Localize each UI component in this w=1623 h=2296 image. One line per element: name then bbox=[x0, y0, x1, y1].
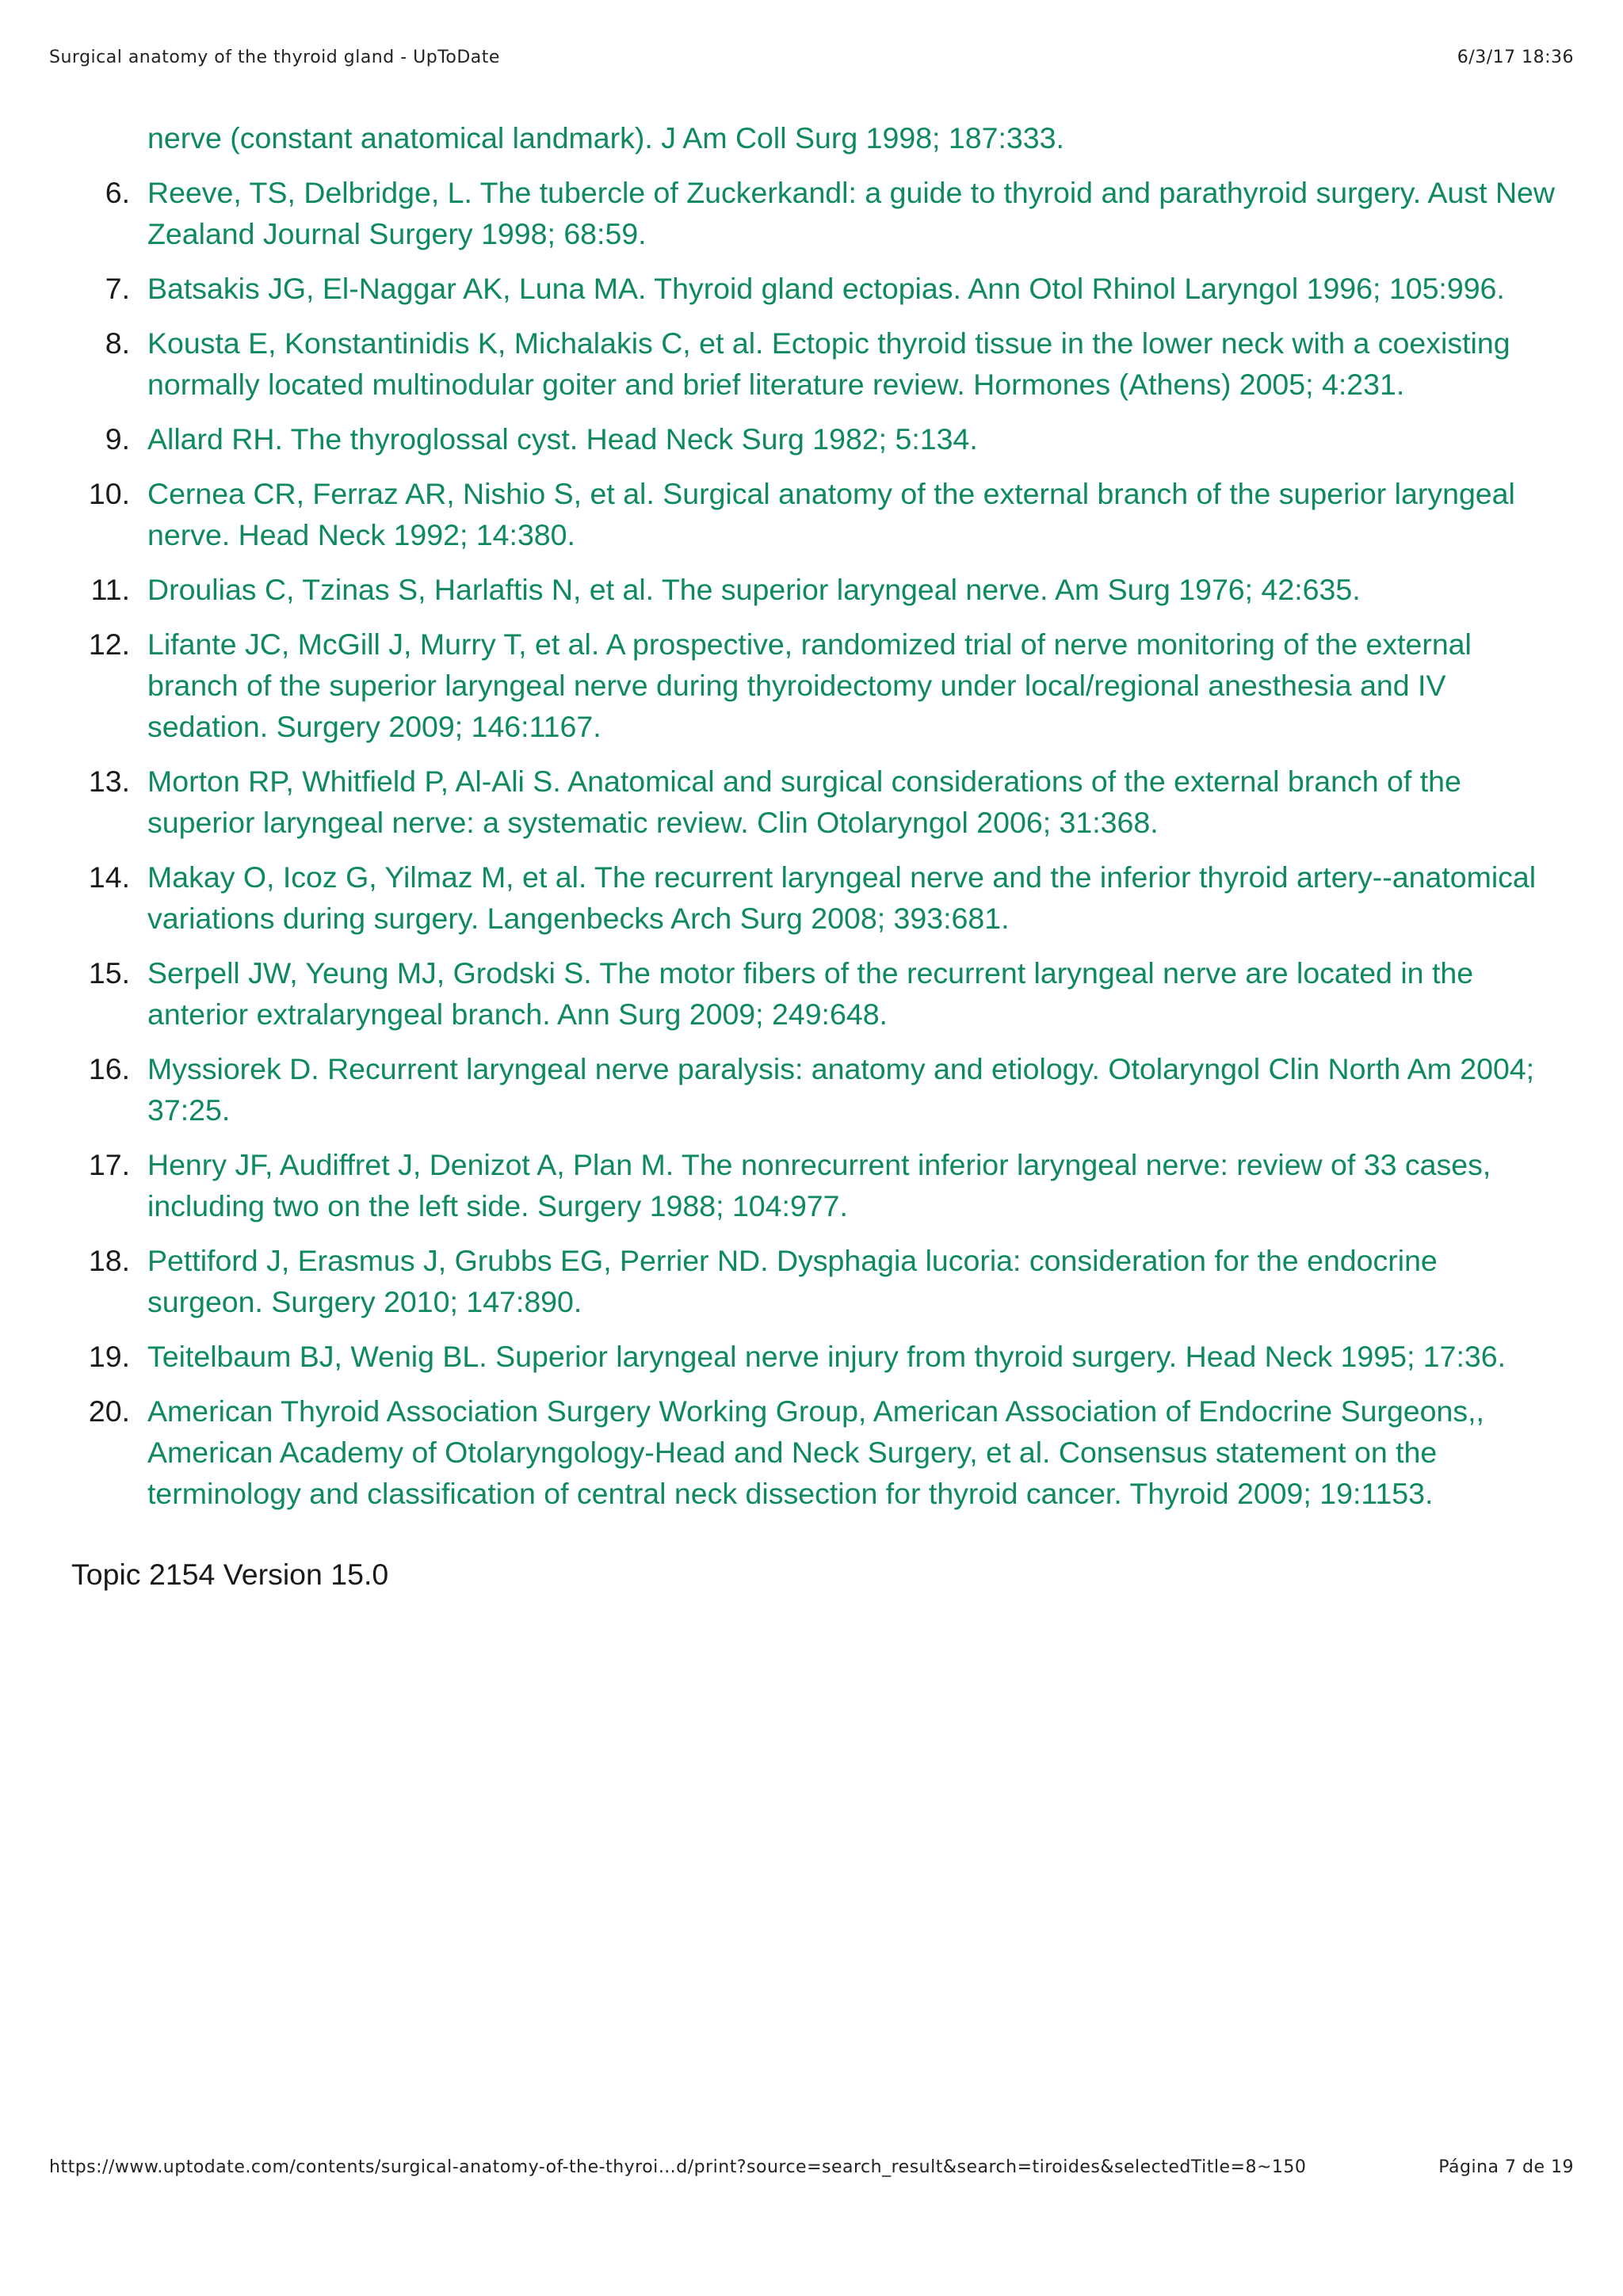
reference-link[interactable]: Morton RP, Whitfield P, Al-Ali S. Anatomical and surgical considerations of the external branch of the superior laryngeal nerve: a systematic review. Clin Otolaryngol 2006; 31:368. bbox=[147, 765, 1461, 839]
reference-item bbox=[0, 624, 1623, 747]
reference-continuation bbox=[0, 117, 1623, 158]
print-header bbox=[49, 48, 1574, 71]
reference-item bbox=[0, 761, 1623, 843]
print-footer bbox=[49, 2157, 1574, 2181]
reference-number: 9. bbox=[105, 422, 130, 456]
reference-number: 8. bbox=[105, 326, 130, 360]
reference-link[interactable]: Teitelbaum BJ, Wenig BL. Superior laryngeal nerve injury from thyroid surgery. Head Neck 1995; 17:36. bbox=[147, 1340, 1507, 1373]
reference-number: 13. bbox=[88, 765, 130, 798]
reference-link[interactable]: nerve (constant anatomical landmark). J Am Coll Surg 1998; 187:333. bbox=[147, 121, 1064, 154]
reference-item bbox=[0, 1336, 1623, 1377]
reference-link[interactable]: Reeve, TS, Delbridge, L. The tubercle of Zuckerkandl: a guide to thyroid and parathyroid surgery. Aust New Zealand Journal Surgery 1998; 68:59. bbox=[147, 176, 1555, 250]
print-datetime: 6/3/17 18:36 bbox=[1457, 48, 1574, 67]
reference-number: 10. bbox=[88, 477, 130, 510]
reference-item bbox=[0, 1144, 1623, 1226]
reference-link[interactable]: Serpell JW, Yeung MJ, Grodski S. The motor fibers of the recurrent laryngeal nerve are located in the anterior extralaryngeal branch. Ann Surg 2009; 249:648. bbox=[147, 956, 1474, 1031]
reference-item bbox=[0, 418, 1623, 460]
reference-link[interactable]: American Thyroid Association Surgery Working Group, American Association of Endocrine Surgeons,, American Academy of Otolaryngology-Head and Neck Surgery, et al. Consensus statement on the terminology and classification of central neck dissection for thyroid cancer. Thyroid 2009; 19:1153. bbox=[147, 1394, 1484, 1510]
reference-link[interactable]: Cernea CR, Ferraz AR, Nishio S, et al. Surgical anatomy of the external branch of the superior laryngeal nerve. Head Neck 1992; 14:380. bbox=[147, 477, 1515, 551]
reference-link[interactable]: Henry JF, Audiffret J, Denizot A, Plan M. The nonrecurrent inferior laryngeal nerve: review of 33 cases, including two on the left side. Surgery 1988; 104:977. bbox=[147, 1148, 1491, 1222]
reference-link[interactable]: Makay O, Icoz G, Yilmaz M, et al. The recurrent laryngeal nerve and the inferior thyroid artery--anatomical variations during surgery. Langenbecks Arch Surg 2008; 393:681. bbox=[147, 860, 1537, 935]
reference-link[interactable]: Kousta E, Konstantinidis K, Michalakis C, et al. Ectopic thyroid tissue in the lower neck with a coexisting normally located multinodular goiter and brief literature review. Hormones (Athens) 2005; 4:231. bbox=[147, 326, 1510, 401]
reference-list bbox=[0, 117, 1623, 1527]
reference-link[interactable]: Batsakis JG, El-Naggar AK, Luna MA. Thyroid gland ectopias. Ann Otol Rhinol Laryngol 1996; 105:996. bbox=[147, 272, 1505, 305]
reference-number: 16. bbox=[88, 1052, 130, 1085]
reference-number: 19. bbox=[88, 1340, 130, 1373]
page-number: Página 7 de 19 bbox=[1438, 2157, 1574, 2177]
reference-link[interactable]: Pettiford J, Erasmus J, Grubbs EG, Perrier ND. Dysphagia lucoria: consideration for the endocrine surgeon. Surgery 2010; 147:890. bbox=[147, 1244, 1438, 1318]
reference-item bbox=[0, 268, 1623, 309]
reference-number: 17. bbox=[88, 1148, 130, 1181]
reference-number: 18. bbox=[88, 1244, 130, 1277]
topic-version: Topic 2154 Version 15.0 bbox=[71, 1558, 389, 1591]
reference-item bbox=[0, 172, 1623, 254]
reference-number: 11. bbox=[90, 573, 130, 606]
reference-number: 20. bbox=[88, 1394, 130, 1428]
reference-number: 15. bbox=[88, 956, 130, 990]
reference-link[interactable]: Allard RH. The thyroglossal cyst. Head Neck Surg 1982; 5:134. bbox=[147, 422, 978, 456]
reference-number: 14. bbox=[88, 860, 130, 894]
document-title: Surgical anatomy of the thyroid gland - UpToDate bbox=[49, 48, 500, 67]
reference-number: 6. bbox=[105, 176, 130, 209]
reference-number: 7. bbox=[105, 272, 130, 305]
reference-link[interactable]: Droulias C, Tzinas S, Harlaftis N, et al. The superior laryngeal nerve. Am Surg 1976; 42:635. bbox=[147, 573, 1361, 606]
reference-item bbox=[0, 569, 1623, 610]
reference-link[interactable]: Myssiorek D. Recurrent laryngeal nerve paralysis: anatomy and etiology. Otolaryngol Clin North Am 2004; 37:25. bbox=[147, 1052, 1535, 1127]
reference-item bbox=[0, 1048, 1623, 1131]
page-url: https://www.uptodate.com/contents/surgical-anatomy-of-the-thyroi…d/print?source=search_result&search=tiroides&selectedTitle=8~150 bbox=[49, 2157, 1307, 2177]
reference-number: 12. bbox=[88, 627, 130, 661]
reference-item bbox=[0, 473, 1623, 555]
reference-link[interactable]: Lifante JC, McGill J, Murry T, et al. A prospective, randomized trial of nerve monitoring of the external branch of the superior laryngeal nerve during thyroidectomy under local/regional anesthesia and IV sedation. Surgery 2009; 146:1167. bbox=[147, 627, 1472, 743]
reference-item bbox=[0, 322, 1623, 405]
reference-item bbox=[0, 952, 1623, 1035]
reference-item bbox=[0, 856, 1623, 939]
reference-item bbox=[0, 1390, 1623, 1514]
reference-item bbox=[0, 1240, 1623, 1322]
